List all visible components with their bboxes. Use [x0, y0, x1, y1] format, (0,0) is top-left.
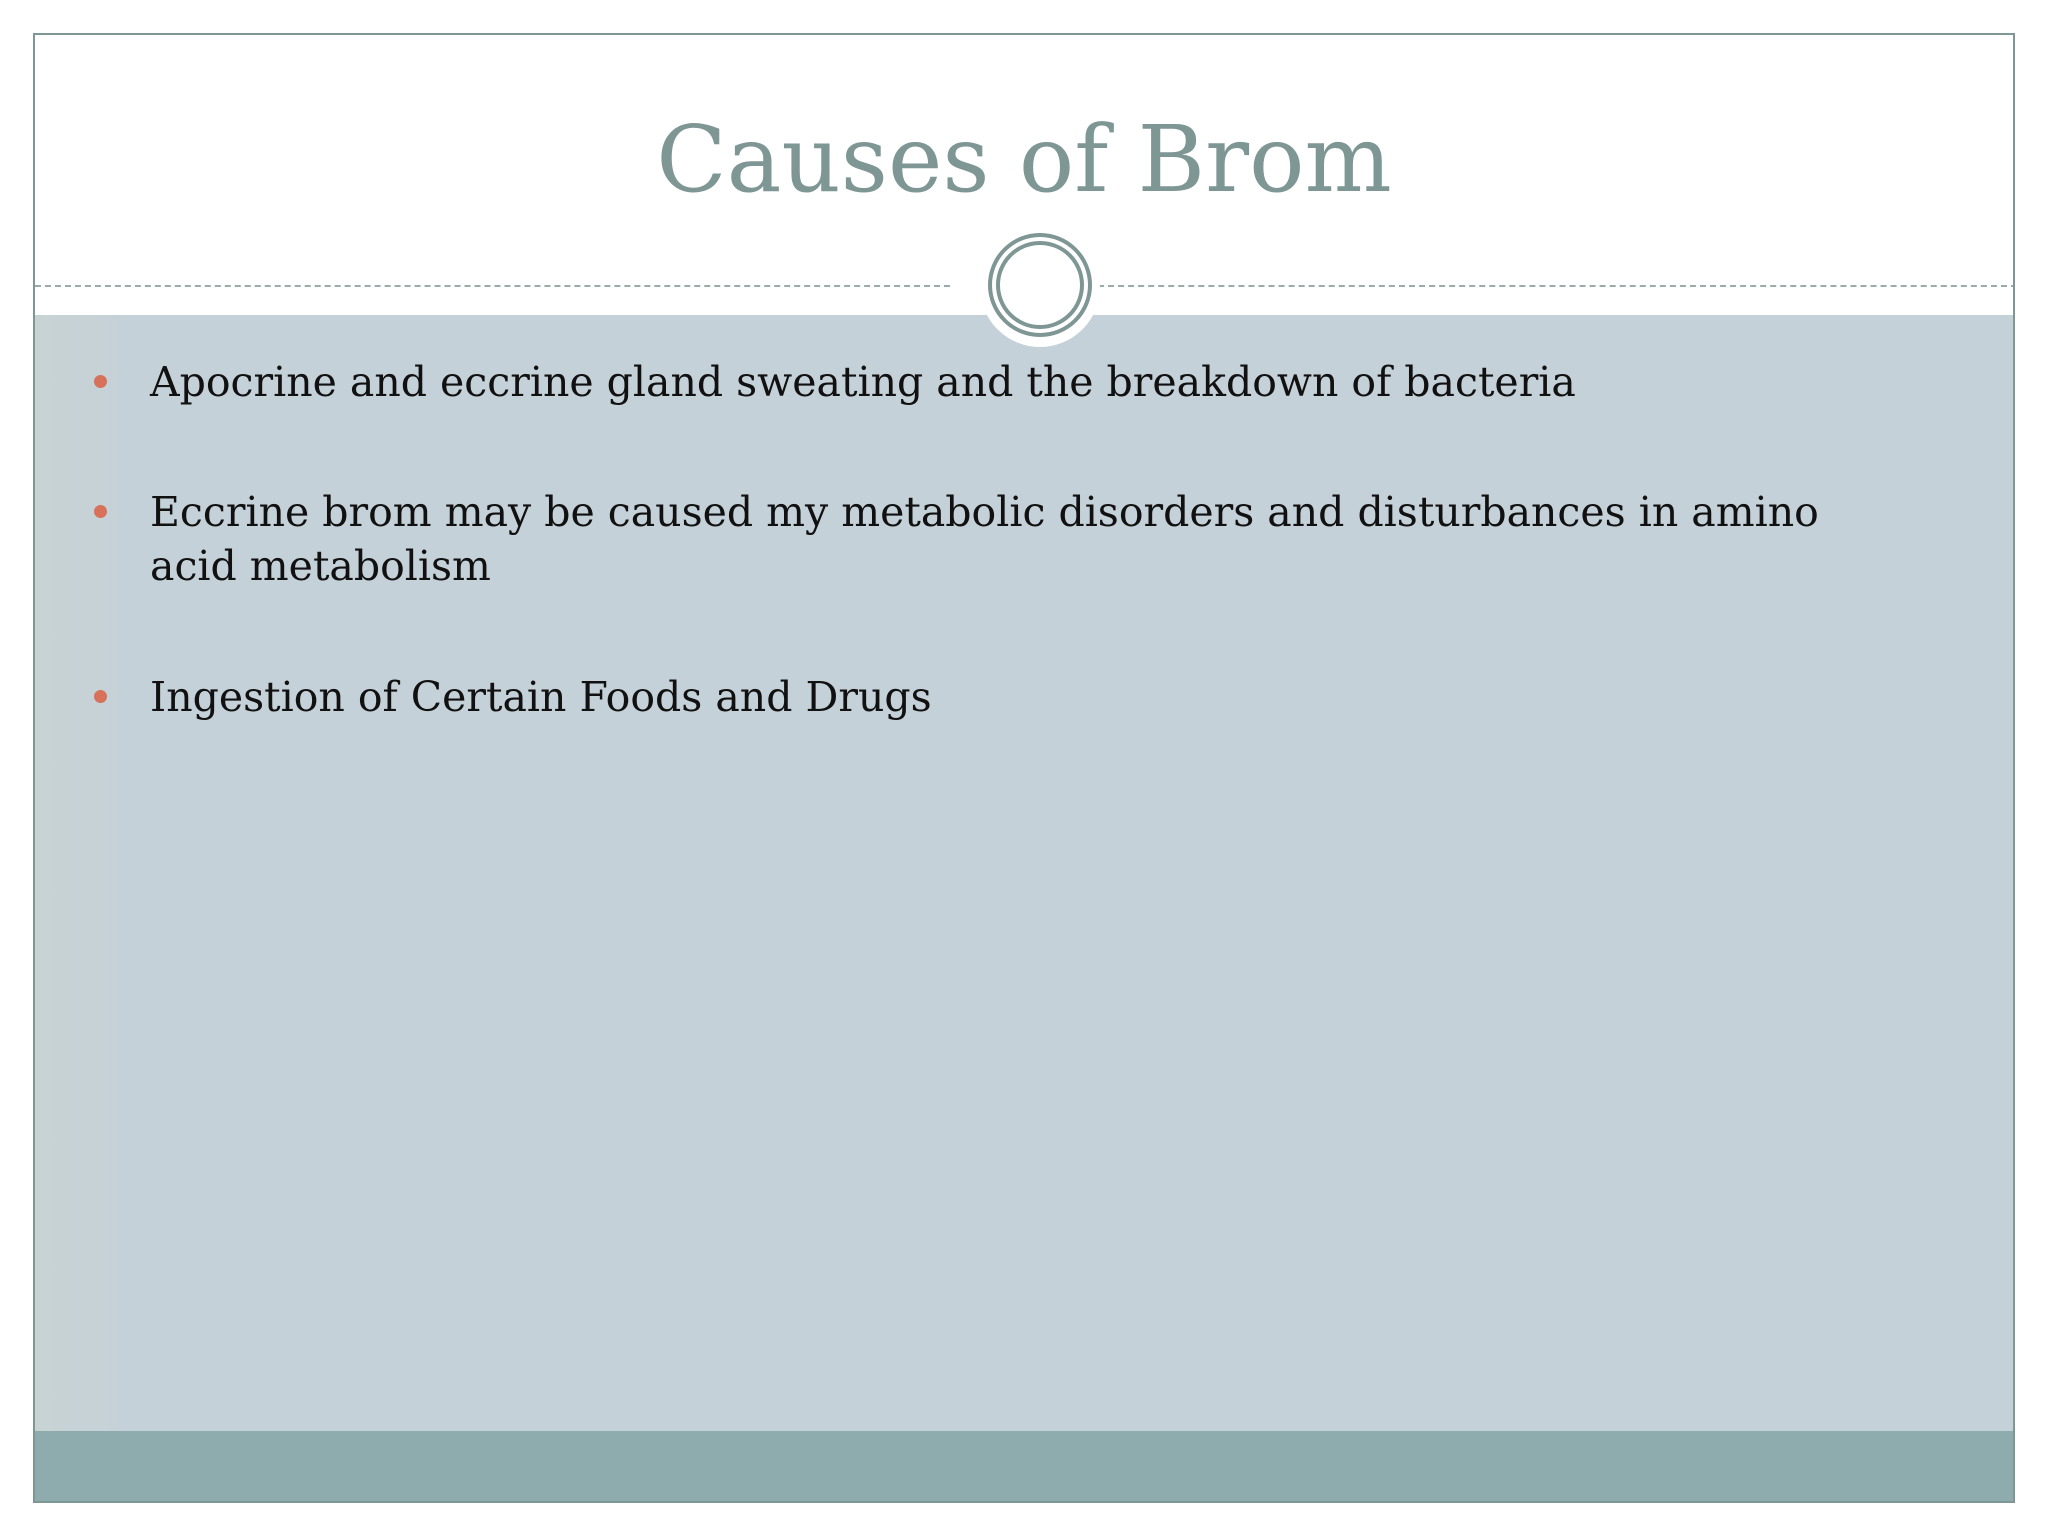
bullet-text: Apocrine and eccrine gland sweating and the breakdown of bacteria — [150, 358, 1576, 406]
bullet-text: Ingestion of Certain Foods and Drugs — [150, 673, 932, 721]
circle-ornament-icon — [980, 227, 1100, 347]
bullet-marker-icon — [94, 690, 107, 703]
bullet-text: Eccrine brom may be caused my metabolic disorders and disturbances in amino acid metabolism — [150, 488, 1819, 590]
slide-title: Causes of Brom — [656, 106, 1392, 213]
footer-band — [35, 1431, 2013, 1501]
content-left-gradient — [35, 315, 130, 1435]
bullet-marker-icon — [94, 375, 107, 388]
bullet-marker-icon — [94, 505, 107, 518]
title-divider-right — [1098, 285, 2015, 287]
title-divider-left — [35, 285, 950, 287]
slide — [33, 33, 2015, 1503]
content-area — [35, 315, 2013, 1435]
